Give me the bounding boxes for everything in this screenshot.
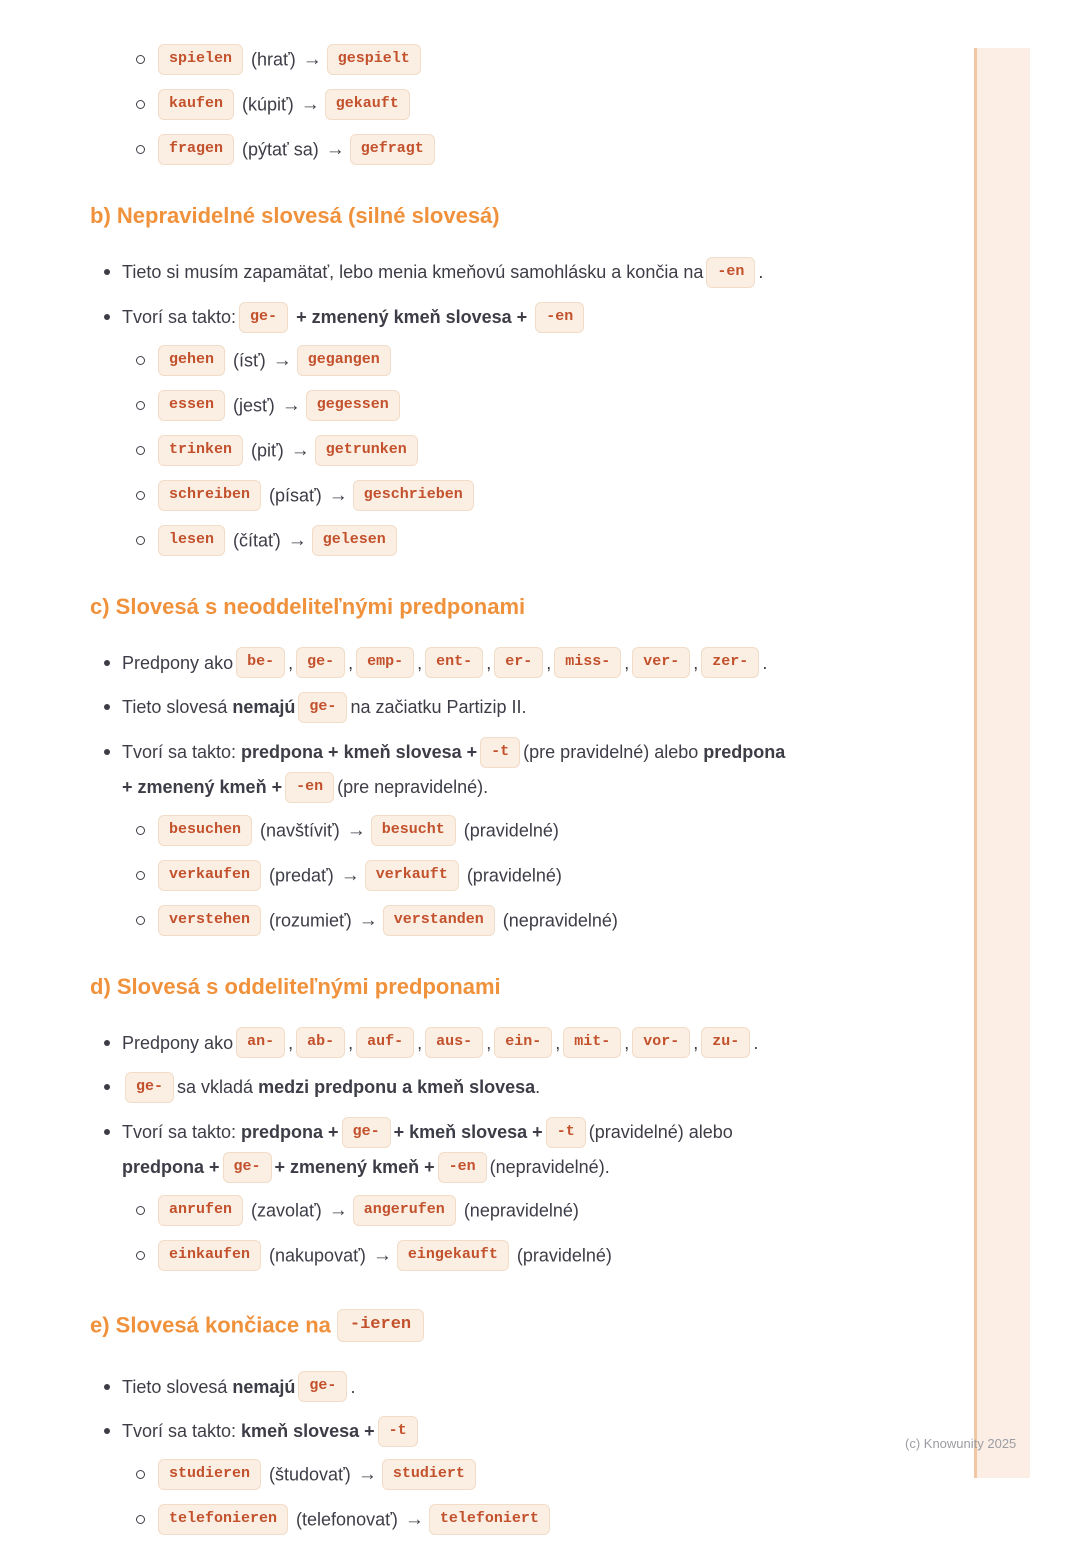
participle-chip: angerufen — [353, 1195, 456, 1226]
text-run: c) Slovesá s neoddeliteľnými predponami — [90, 593, 526, 619]
regularity-note: (pravidelné) — [461, 864, 562, 885]
verb-example-text — [155, 44, 424, 77]
arrow-icon: → — [357, 1464, 377, 1486]
bullet-text — [122, 300, 587, 335]
section-b — [90, 203, 920, 558]
regularity-note: (pravidelné) — [458, 819, 559, 840]
bullet-dot-icon — [104, 749, 110, 755]
verb-chip: fragen — [158, 134, 234, 165]
circle-bullet-icon — [136, 356, 145, 365]
translation-text: (kúpiť) — [237, 94, 299, 115]
text-run: . — [535, 1077, 541, 1098]
arrow-icon: → — [328, 1199, 348, 1221]
circle-bullet-icon — [136, 491, 145, 500]
participle-chip: gegessen — [306, 390, 400, 421]
text-run: (nepravidelné). — [489, 1156, 610, 1177]
regularity-note: (nepravidelné) — [458, 1199, 579, 1220]
bullet-item — [90, 255, 920, 290]
verb-example-text — [155, 815, 559, 848]
circle-bullet-icon — [136, 1470, 145, 1479]
bold-text: nemajú — [232, 1376, 296, 1397]
bullet-dot-icon — [104, 1129, 110, 1135]
verb-example-item — [90, 345, 920, 378]
verb-example-item — [90, 1240, 920, 1273]
code-chip: ent- — [425, 647, 483, 678]
circle-bullet-icon — [136, 401, 145, 410]
text-run: , — [624, 652, 630, 673]
bold-text: predpona + — [122, 1156, 220, 1177]
code-chip: -en — [438, 1152, 487, 1183]
code-chip: vor- — [632, 1027, 690, 1058]
bold-text: medzi predponu a kmeň slovesa — [258, 1077, 536, 1098]
translation-text: (písať) — [264, 484, 327, 505]
verb-example-item — [90, 1459, 920, 1492]
verb-chip: gehen — [158, 345, 225, 376]
verb-example-item — [90, 1504, 920, 1537]
bullet-item — [90, 1070, 920, 1105]
translation-text: (rozumieť) — [264, 909, 357, 930]
arrow-icon: → — [346, 819, 366, 841]
bullet-dot-icon — [104, 660, 110, 666]
section-d — [90, 974, 920, 1273]
translation-text: (pýtať sa) — [237, 139, 324, 160]
verb-example-text — [155, 1240, 612, 1273]
bullet-text — [122, 255, 763, 290]
translation-text: (navštíviť) — [255, 819, 345, 840]
page-margin-stripe — [974, 48, 1030, 1478]
bold-text: + zmenený kmeň + — [274, 1156, 435, 1177]
bullet-text — [122, 1115, 733, 1185]
bold-text: predpona + kmeň slovesa + — [241, 742, 478, 762]
section-a-examples — [90, 44, 920, 167]
code-chip: ein- — [494, 1027, 552, 1058]
verb-chip: spielen — [158, 44, 243, 75]
circle-bullet-icon — [136, 446, 145, 455]
circle-bullet-icon — [136, 1251, 145, 1260]
bullet-item — [90, 735, 920, 805]
bold-text: + zmenený kmeň + — [122, 776, 283, 797]
verb-example-item — [90, 860, 920, 893]
verb-chip: besuchen — [158, 815, 252, 846]
text-run: . — [758, 262, 764, 282]
translation-text: (čítať) — [228, 529, 286, 550]
participle-chip: eingekauft — [397, 1240, 509, 1271]
verb-chip: einkaufen — [158, 1240, 261, 1271]
translation-text: (zavolať) — [246, 1199, 327, 1220]
code-chip: ver- — [632, 647, 690, 678]
bullet-dot-icon — [104, 1040, 110, 1046]
translation-text: (nakupovať) — [264, 1244, 371, 1265]
participle-chip: gefragt — [350, 134, 435, 165]
text-run: , — [288, 1032, 294, 1053]
bullet-dot-icon — [104, 1428, 110, 1434]
regularity-note: (pravidelné) — [511, 1244, 612, 1265]
text-run: (pravidelné) alebo — [588, 1122, 733, 1142]
code-chip: emp- — [356, 647, 414, 678]
verb-example-text — [155, 480, 477, 513]
code-chip: ge- — [296, 647, 345, 678]
circle-bullet-icon — [136, 916, 145, 925]
arrow-icon: → — [328, 484, 348, 506]
bullet-dot-icon — [104, 1084, 110, 1090]
verb-chip: studieren — [158, 1459, 261, 1490]
code-chip: -ieren — [337, 1309, 424, 1342]
bullet-text — [122, 735, 785, 805]
text-run: Tvorí sa takto: — [122, 306, 237, 327]
text-run: . — [350, 1376, 356, 1397]
translation-text: (telefonovať) — [291, 1509, 403, 1530]
text-run: , — [486, 1032, 492, 1053]
bullet-text — [122, 690, 527, 725]
text-run: d) Slovesá s oddeliteľnými predponami — [90, 973, 501, 999]
copyright-watermark: (c) Knowunity 2025 — [905, 1436, 1017, 1451]
verb-chip: anrufen — [158, 1195, 243, 1226]
circle-bullet-icon — [136, 536, 145, 545]
text-run: Tvorí sa takto: — [122, 1421, 242, 1442]
circle-bullet-icon — [136, 1206, 145, 1215]
section-heading — [90, 594, 920, 620]
text-run: , — [624, 1032, 630, 1053]
arrow-icon: → — [300, 94, 320, 116]
verb-example-text — [155, 390, 403, 423]
bullet-item — [90, 1026, 920, 1061]
code-chip: -t — [546, 1117, 586, 1148]
bullet-dot-icon — [104, 314, 110, 320]
verb-chip: kaufen — [158, 89, 234, 120]
code-chip: -en — [535, 302, 584, 333]
arrow-icon: → — [325, 139, 345, 161]
circle-bullet-icon — [136, 871, 145, 880]
text-run: Predpony ako — [122, 652, 234, 673]
circle-bullet-icon — [136, 826, 145, 835]
text-run: . — [762, 652, 768, 673]
verb-chip: verkaufen — [158, 860, 261, 891]
participle-chip: besucht — [371, 815, 456, 846]
participle-chip: geschrieben — [353, 480, 474, 511]
bullet-item — [90, 1370, 920, 1405]
verb-chip: essen — [158, 390, 225, 421]
circle-bullet-icon — [136, 1515, 145, 1524]
verb-example-text — [155, 435, 421, 468]
bullet-item — [90, 1115, 920, 1185]
text-run: Predpony ako — [122, 1032, 234, 1053]
verb-example-item — [90, 390, 920, 423]
participle-chip: getrunken — [315, 435, 418, 466]
text-run: , — [348, 652, 354, 673]
verb-example-text — [155, 1195, 579, 1228]
section-heading — [90, 1309, 920, 1344]
verb-example-text — [155, 1504, 553, 1537]
bold-text: kmeň slovesa + — [241, 1421, 375, 1442]
text-run: Tvorí sa takto: — [122, 1122, 242, 1142]
bold-text: + kmeň slovesa + — [393, 1122, 543, 1142]
bullet-item — [90, 646, 920, 681]
verb-example-text — [155, 134, 438, 167]
circle-bullet-icon — [136, 145, 145, 154]
text-run: Tieto si musím zapamätať, lebo menia kmeňovú samohlásku a končia na — [122, 262, 704, 282]
bold-text: predpona — [703, 742, 786, 762]
translation-text: (ísť) — [228, 349, 271, 370]
text-run: , — [693, 1032, 699, 1053]
verb-chip: schreiben — [158, 480, 261, 511]
bullet-item — [90, 300, 920, 335]
bullet-dot-icon — [104, 269, 110, 275]
text-run: , — [348, 1032, 354, 1053]
participle-chip: verstanden — [383, 905, 495, 936]
verb-chip: lesen — [158, 525, 225, 556]
verb-example-item — [90, 44, 920, 77]
code-chip: ge- — [223, 1152, 272, 1183]
arrow-icon: → — [372, 1244, 392, 1266]
code-chip: zu- — [701, 1027, 750, 1058]
text-run: . — [753, 1032, 759, 1053]
code-chip: -en — [706, 257, 755, 288]
section-heading — [90, 974, 920, 1000]
participle-chip: studiert — [382, 1459, 476, 1490]
code-chip: ge- — [125, 1072, 174, 1103]
verb-example-item — [90, 435, 920, 468]
code-chip: ge- — [298, 692, 347, 723]
code-chip: ge- — [298, 1371, 347, 1402]
text-run: , — [288, 652, 294, 673]
translation-text: (jesť) — [228, 394, 280, 415]
verb-example-text — [155, 89, 413, 122]
arrow-icon: → — [340, 864, 360, 886]
code-chip: -t — [378, 1416, 418, 1447]
text-run: , — [417, 1032, 423, 1053]
section-e — [90, 1309, 920, 1538]
participle-chip: gegangen — [297, 345, 391, 376]
text-run: sa vkladá — [177, 1077, 259, 1098]
circle-bullet-icon — [136, 55, 145, 64]
text-run: (pre nepravidelné). — [337, 776, 489, 797]
text-run: , — [693, 652, 699, 673]
participle-chip: verkauft — [365, 860, 459, 891]
section-c — [90, 594, 920, 938]
code-chip: mit- — [563, 1027, 621, 1058]
code-chip: aus- — [425, 1027, 483, 1058]
section-heading — [90, 203, 920, 229]
verb-example-text — [155, 860, 562, 893]
code-chip: ab- — [296, 1027, 345, 1058]
arrow-icon: → — [404, 1509, 424, 1531]
code-chip: miss- — [554, 647, 621, 678]
verb-example-text — [155, 345, 394, 378]
bullet-item — [90, 1414, 920, 1449]
code-chip: auf- — [356, 1027, 414, 1058]
translation-text: (hrať) — [246, 49, 301, 70]
verb-example-item — [90, 480, 920, 513]
participle-chip: gelesen — [312, 525, 397, 556]
translation-text: (študovať) — [264, 1464, 356, 1485]
code-chip: zer- — [701, 647, 759, 678]
content — [90, 44, 920, 1549]
arrow-icon: → — [272, 349, 292, 371]
verb-example-item — [90, 89, 920, 122]
arrow-icon: → — [358, 909, 378, 931]
bullet-text — [122, 646, 767, 681]
code-chip: ge- — [342, 1117, 391, 1148]
text-run: b) Nepravidelné slovesá (silné slovesá) — [90, 203, 500, 228]
arrow-icon: → — [302, 49, 322, 71]
verb-example-text — [155, 905, 618, 938]
bullet-item — [90, 690, 920, 725]
translation-text: (piť) — [246, 439, 289, 460]
participle-chip: gespielt — [327, 44, 421, 75]
bullet-text — [122, 1414, 421, 1449]
regularity-note: (nepravidelné) — [497, 909, 618, 930]
bullet-dot-icon — [104, 704, 110, 710]
code-chip: ge- — [239, 302, 288, 333]
verb-example-text — [155, 525, 400, 558]
bullet-text — [122, 1070, 540, 1105]
code-chip: -en — [285, 772, 334, 803]
code-chip: er- — [494, 647, 543, 678]
arrow-icon: → — [287, 529, 307, 551]
verb-chip: trinken — [158, 435, 243, 466]
verb-example-text — [155, 1459, 479, 1492]
bullet-text — [122, 1370, 355, 1405]
participle-chip: gekauft — [325, 89, 410, 120]
bold-text: predpona + — [241, 1122, 339, 1142]
bullet-text — [122, 1026, 758, 1061]
arrow-icon: → — [290, 439, 310, 461]
text-run: , — [486, 652, 492, 673]
text-run: , — [417, 652, 423, 673]
verb-example-item — [90, 525, 920, 558]
verb-example-item — [90, 905, 920, 938]
verb-chip: telefonieren — [158, 1504, 288, 1535]
arrow-icon: → — [281, 394, 301, 416]
text-run: Tieto slovesá — [122, 1376, 233, 1397]
verb-chip: verstehen — [158, 905, 261, 936]
bold-text: nemajú — [232, 697, 296, 718]
text-run: , — [546, 652, 552, 673]
verb-example-item — [90, 134, 920, 167]
text-run: na začiatku Partizip II. — [350, 697, 527, 718]
verb-example-item — [90, 1195, 920, 1228]
text-run: e) Slovesá končiace na — [90, 1311, 331, 1337]
code-chip: -t — [480, 737, 520, 768]
code-chip: an- — [236, 1027, 285, 1058]
bold-text: + zmenený kmeň slovesa + — [291, 306, 533, 327]
translation-text: (predať) — [264, 864, 339, 885]
circle-bullet-icon — [136, 100, 145, 109]
text-run: , — [555, 1032, 561, 1053]
bullet-dot-icon — [104, 1384, 110, 1390]
verb-example-item — [90, 815, 920, 848]
code-chip: be- — [236, 647, 285, 678]
text-run: Tieto slovesá — [122, 697, 233, 718]
participle-chip: telefoniert — [429, 1504, 550, 1535]
text-run: (pre pravidelné) alebo — [523, 742, 704, 762]
text-run: Tvorí sa takto: — [122, 742, 242, 762]
